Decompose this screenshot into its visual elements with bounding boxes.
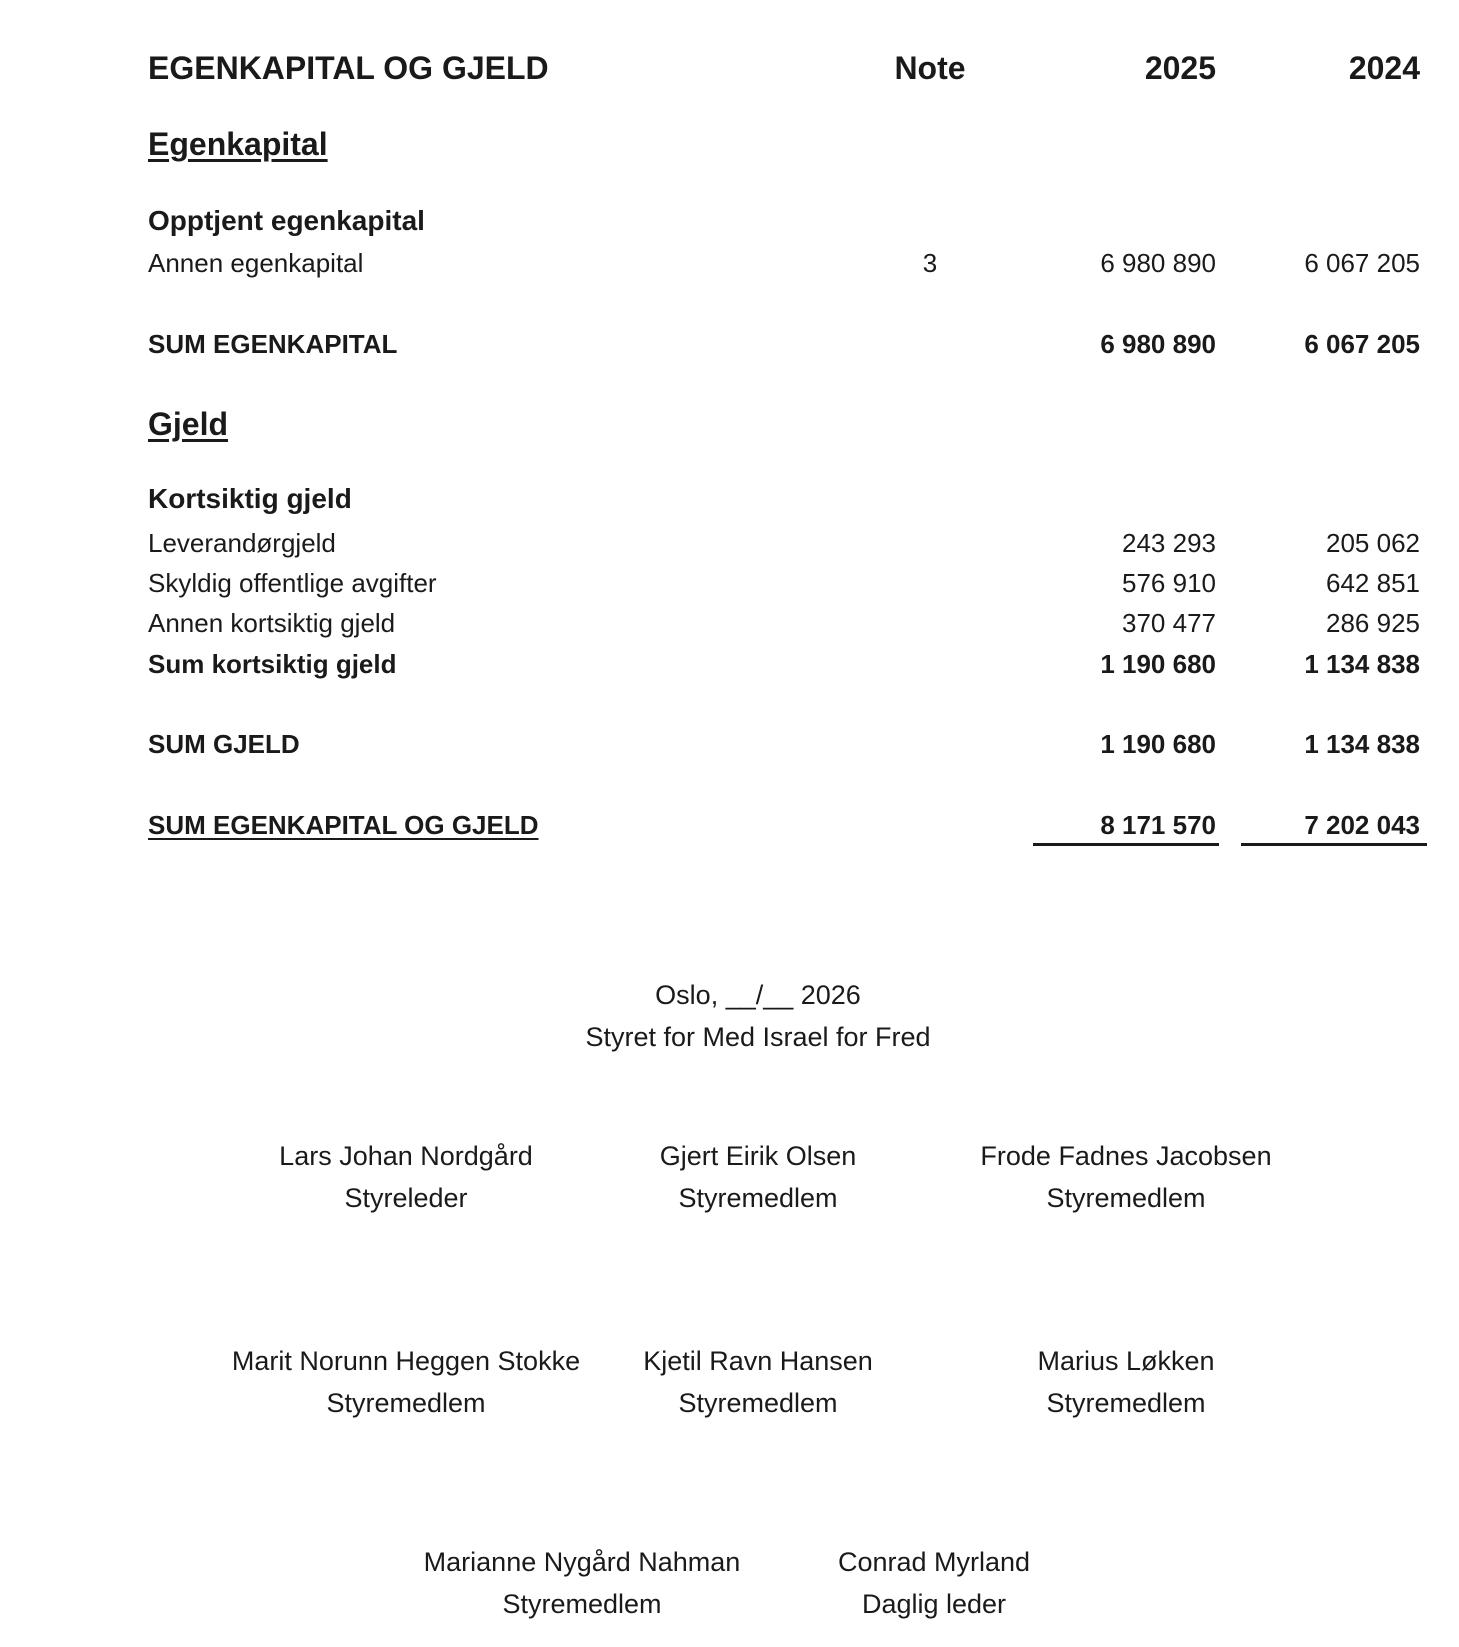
year-2024-header: 2024 bbox=[1348, 50, 1420, 86]
signatory-role: Styremedlem bbox=[1046, 1183, 1206, 1213]
signatory-name: Marianne Nygård Nahman bbox=[423, 1547, 741, 1577]
signatory bbox=[980, 1135, 1271, 1219]
signatory-role: Styremedlem bbox=[326, 1388, 486, 1418]
signatory bbox=[424, 1541, 741, 1625]
signatory-role: Daglig leder bbox=[861, 1589, 1007, 1619]
equity-subsection-title: Opptjent egenkapital bbox=[148, 205, 425, 236]
year-2025-header: 2025 bbox=[1144, 50, 1216, 86]
subtotal-2025: 1 190 680 bbox=[1100, 649, 1216, 679]
note-column-header: Note bbox=[894, 50, 966, 86]
signatory-role: Styremedlem bbox=[1046, 1388, 1206, 1418]
signatory-name: Kjetil Ravn Hansen bbox=[643, 1346, 873, 1376]
row-value-2024: 286 925 bbox=[1326, 608, 1420, 638]
row-value-2025: 243 293 bbox=[1122, 528, 1216, 558]
board-name: Styret for Med Israel for Fred bbox=[585, 1022, 931, 1052]
row-label: Skyldig offentlige avgifter bbox=[148, 568, 437, 598]
row-note: 3 bbox=[922, 248, 938, 278]
signatory-name: Lars Johan Nordgård bbox=[279, 1141, 533, 1171]
liabilities-subsection-title: Kortsiktig gjeld bbox=[148, 483, 352, 514]
grand-total-2024: 7 202 043 bbox=[1304, 810, 1420, 840]
sum-liabilities-label: SUM GJELD bbox=[148, 729, 300, 759]
signatory-role: Styremedlem bbox=[502, 1589, 662, 1619]
row-value-2025: 6 980 890 bbox=[1100, 248, 1216, 278]
sum-equity-2025: 6 980 890 bbox=[1100, 329, 1216, 359]
subtotal-2024: 1 134 838 bbox=[1304, 649, 1420, 679]
sum-equity-label: SUM EGENKAPITAL bbox=[148, 329, 398, 359]
row-value-2024: 205 062 bbox=[1326, 528, 1420, 558]
row-value-2025: 576 910 bbox=[1122, 568, 1216, 598]
sum-liabilities-2024: 1 134 838 bbox=[1304, 729, 1420, 759]
signatory-name: Conrad Myrland bbox=[837, 1547, 1031, 1577]
signatory bbox=[643, 1340, 873, 1424]
row-value-2024: 642 851 bbox=[1326, 568, 1420, 598]
signatory-name: Gjert Eirik Olsen bbox=[659, 1141, 857, 1171]
grand-total-label: SUM EGENKAPITAL OG GJELD bbox=[148, 810, 539, 840]
signatory bbox=[838, 1541, 1030, 1625]
row-label: Annen kortsiktig gjeld bbox=[148, 608, 396, 638]
signatory bbox=[279, 1135, 533, 1219]
equity-section-title: Egenkapital bbox=[148, 126, 328, 162]
signatory bbox=[1037, 1340, 1214, 1424]
signatory-name: Frode Fadnes Jacobsen bbox=[980, 1141, 1272, 1171]
signatory-role: Styremedlem bbox=[678, 1388, 838, 1418]
row-value-2024: 6 067 205 bbox=[1304, 248, 1420, 278]
place-date: Oslo, __/__ 2026 bbox=[655, 980, 861, 1010]
total-rule-2025 bbox=[1033, 843, 1219, 846]
sum-equity-2024: 6 067 205 bbox=[1304, 329, 1420, 359]
row-label: Leverandørgjeld bbox=[148, 528, 336, 558]
row-label: Annen egenkapital bbox=[148, 248, 364, 278]
signatory bbox=[660, 1135, 857, 1219]
signatory bbox=[232, 1340, 580, 1424]
grand-total-2025: 8 171 570 bbox=[1100, 810, 1216, 840]
page-title: EGENKAPITAL OG GJELD bbox=[148, 50, 549, 86]
subtotal-label: Sum kortsiktig gjeld bbox=[148, 649, 397, 679]
signatory-name: Marius Løkken bbox=[1037, 1346, 1215, 1376]
sum-liabilities-2025: 1 190 680 bbox=[1100, 729, 1216, 759]
row-value-2025: 370 477 bbox=[1122, 608, 1216, 638]
signatory-name: Marit Norunn Heggen Stokke bbox=[231, 1346, 581, 1376]
signatory-role: Styreleder bbox=[344, 1183, 468, 1213]
signatory-role: Styremedlem bbox=[678, 1183, 838, 1213]
total-rule-2024 bbox=[1241, 843, 1427, 846]
liabilities-section-title: Gjeld bbox=[148, 406, 229, 442]
